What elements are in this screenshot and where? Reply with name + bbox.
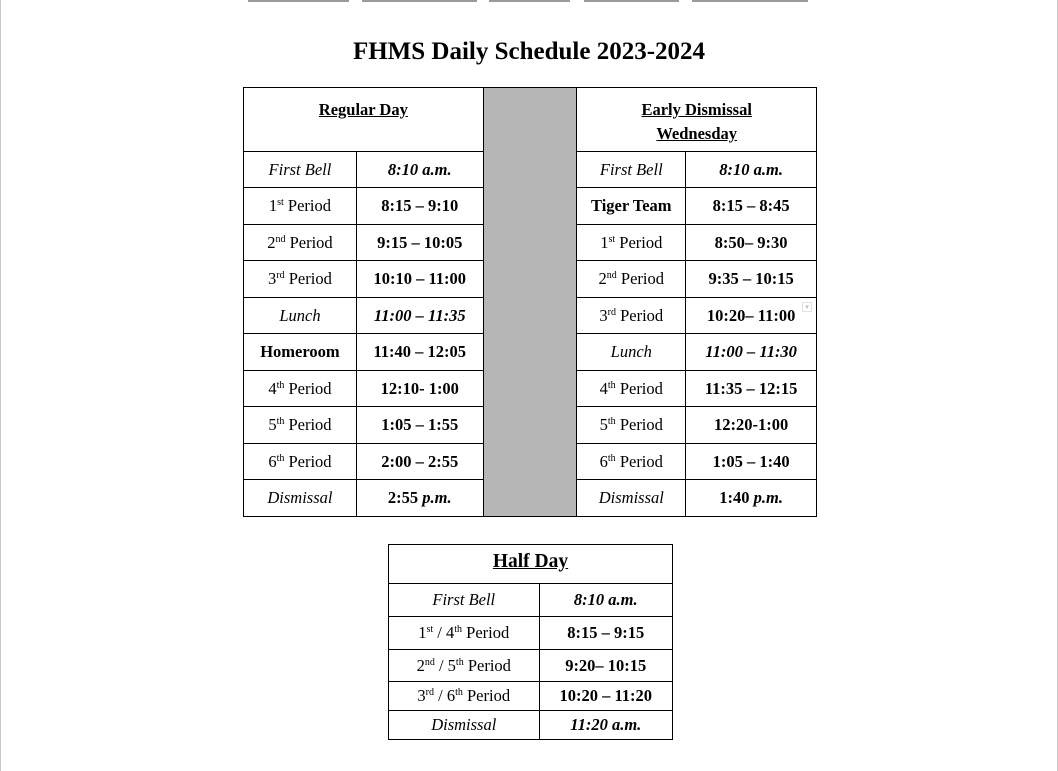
- row-time: 8:10 a.m.: [356, 152, 483, 188]
- row-time: 11:00 – 11:30: [686, 334, 817, 371]
- separator-column: [483, 88, 577, 517]
- row-time: 11:20 a.m.: [539, 711, 672, 740]
- row-time: 11:40 – 12:05: [356, 334, 483, 371]
- row-label: Dismissal: [577, 480, 686, 517]
- row-time: 9:15 – 10:05: [356, 225, 483, 261]
- row-time: 2:00 – 2:55: [356, 444, 483, 480]
- row-label: 2nd Period: [244, 225, 357, 261]
- row-label: 3rd Period: [577, 298, 686, 334]
- row-time: 11:35 – 12:15: [686, 371, 817, 407]
- row-time: 8:15 – 8:45: [686, 188, 817, 225]
- row-label: Dismissal: [389, 711, 540, 740]
- row-label: First Bell: [244, 152, 357, 188]
- row-label: 5th Period: [244, 407, 357, 444]
- page-title: FHMS Daily Schedule 2023-2024: [352, 38, 706, 65]
- ruler-mark: [248, 0, 349, 2]
- row-label: Lunch: [577, 334, 686, 371]
- half-day-table: [388, 544, 673, 740]
- row-time: 8:50– 9:30: [686, 225, 817, 261]
- row-label: 3rd / 6th Period: [389, 682, 540, 711]
- row-label: 5th Period: [577, 407, 686, 444]
- row-time: 12:10- 1:00: [356, 371, 483, 407]
- row-time: 9:20– 10:15: [539, 650, 672, 682]
- ruler-mark: [692, 0, 808, 2]
- row-time: 11:00 – 11:35: [356, 298, 483, 334]
- row-label: 6th Period: [577, 444, 686, 480]
- row-time: 8:10 a.m.: [686, 152, 817, 188]
- row-time: 1:05 – 1:40: [686, 444, 817, 480]
- row-time: 1:40 p.m.: [686, 480, 817, 517]
- page-edge-left: [0, 0, 1, 771]
- row-time: 8:10 a.m.: [539, 584, 672, 617]
- row-time: 8:15 – 9:10: [356, 188, 483, 225]
- row-time: 8:15 – 9:15: [539, 617, 672, 650]
- row-label: Tiger Team: [577, 188, 686, 225]
- row-label: 6th Period: [244, 444, 357, 480]
- row-label: 1st Period: [244, 188, 357, 225]
- row-time: 10:20 – 11:20: [539, 682, 672, 711]
- row-label: First Bell: [389, 584, 540, 617]
- early-dismissal-header: Early Dismissal Wednesday: [577, 88, 817, 152]
- row-label: 2nd / 5th Period: [389, 650, 540, 682]
- row-label: 1st Period: [577, 225, 686, 261]
- row-label: 1st / 4th Period: [389, 617, 540, 650]
- row-time: 10:20– 11:00: [686, 298, 817, 334]
- row-time: 1:05 – 1:55: [356, 407, 483, 444]
- main-schedule-table: [243, 87, 817, 517]
- row-label: 4th Period: [577, 371, 686, 407]
- row-label: 3rd Period: [244, 261, 357, 298]
- row-time: 12:20-1:00: [686, 407, 817, 444]
- ruler-mark: [362, 0, 477, 2]
- row-label: 2nd Period: [577, 261, 686, 298]
- row-time: 10:10 – 11:00: [356, 261, 483, 298]
- row-label: 4th Period: [244, 371, 357, 407]
- row-time: 2:55 p.m.: [356, 480, 483, 517]
- dropdown-marker-icon[interactable]: ▾: [802, 302, 812, 312]
- ruler-mark: [489, 0, 570, 2]
- row-time: 9:35 – 10:15: [686, 261, 817, 298]
- regular-day-header: Regular Day: [244, 88, 484, 152]
- row-label: Dismissal: [244, 480, 357, 517]
- ruler-mark: [584, 0, 679, 2]
- half-day-header: Half Day: [389, 545, 673, 584]
- row-label: First Bell: [577, 152, 686, 188]
- row-label: Lunch: [244, 298, 357, 334]
- row-label: Homeroom: [244, 334, 357, 371]
